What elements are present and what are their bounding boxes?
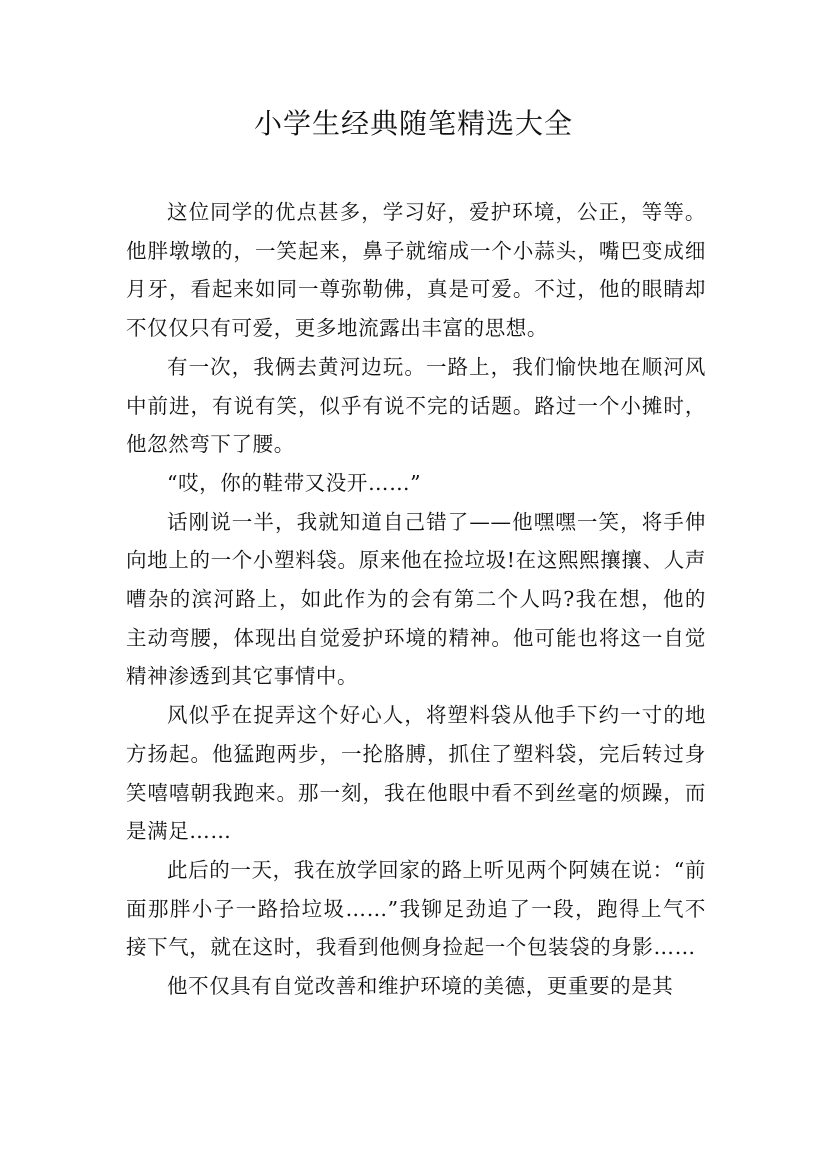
- page-title: 小学生经典随笔精选大全: [253, 107, 573, 140]
- paragraph-1: 这位同学的优点甚多，学习好，爱护环境，公正，等等。他胖墩墩的，一笑起来，鼻子就缩成一个小蒜头，嘴巴变成细月牙，看起来如同一尊弥勒佛，真是可爱。不过，他的眼睛却不仅仅只有可爱，更多地流露出丰富的思想。: [126, 200, 706, 341]
- paragraph-5: 风似乎在捉弄这个好心人，将塑料袋从他手下约一寸的地方扬起。他猛跑两步，一抡胳膊，抓住了塑料袋，完后转过身笑嘻嘻朝我跑来。那一刻，我在他眼中看不到丝毫的烦躁，而是满足……: [126, 703, 706, 844]
- paragraph-3: “哎，你的鞋带又没开……”: [167, 470, 422, 495]
- paragraph-6: 此后的一天，我在放学回家的路上听见两个阿姨在说：“前面那胖小子一路拾垃圾……”我铆足劲追了一段，跑得上气不接下气，就在这时，我看到他侧身捡起一个包装袋的身影……: [126, 857, 706, 960]
- paragraph-7: 他不仅具有自觉改善和维护环境的美德，更重要的是其: [167, 974, 674, 999]
- paragraph-2: 有一次，我俩去黄河边玩。一路上，我们愉快地在顺河风中前进，有说有笑，似乎有说不完的话题。路过一个小摊时，他忽然弯下了腰。: [126, 354, 706, 457]
- document-body: [126, 193, 706, 1006]
- paragraph-4: 话刚说一半，我就知道自己错了——他嘿嘿一笑，将手伸向地上的一个小塑料袋。原来他在捡垃圾!在这熙熙攘攘、人声嘈杂的滨河路上，如此作为的会有第二个人吗?我在想，他的主动弯腰，体现出自觉爱护环境的精神。他可能也将这一自觉精神渗透到其它事情中。: [126, 509, 706, 689]
